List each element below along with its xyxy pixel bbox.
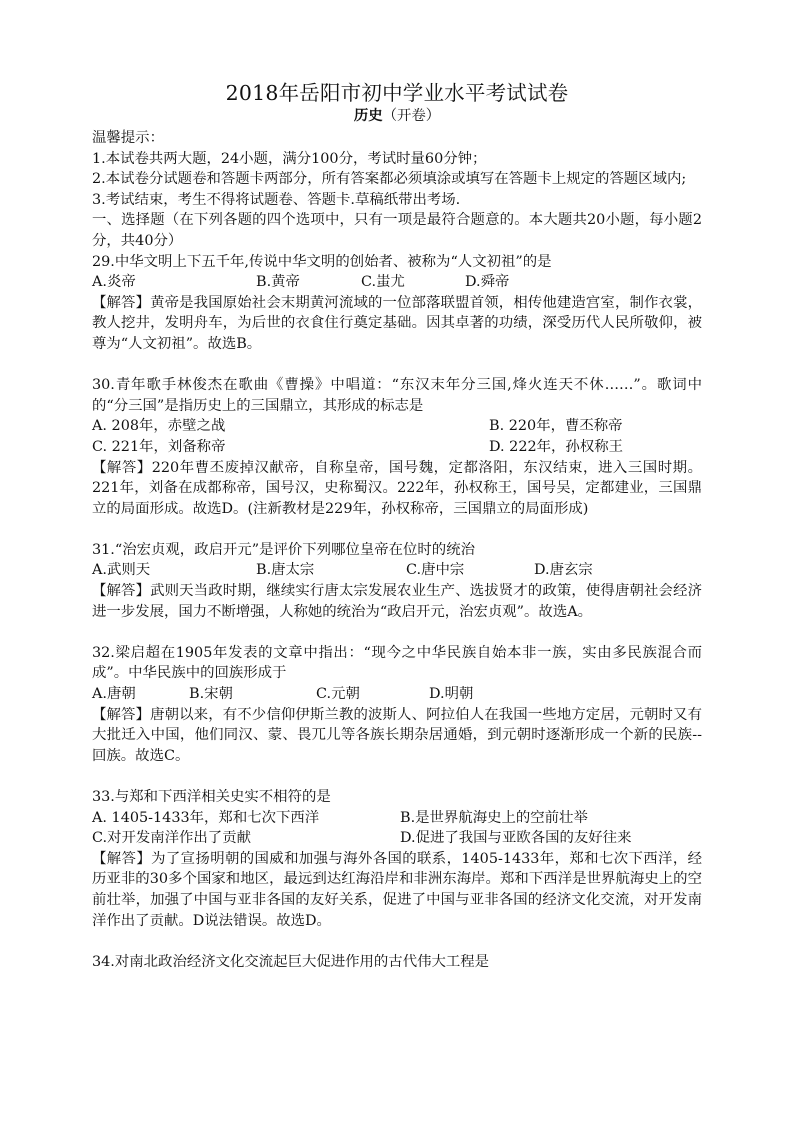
question-30-stem: 30.青年歌手林俊杰在歌曲《曹操》中唱道：“东汉末年分三国,烽火连天不休……”。歌词中的“分三国”是指历史上的三国鼎立，其形成的标志是: [92, 377, 702, 414]
q33-option-d: D.促进了我国与亚欧各国的友好往来: [400, 830, 632, 847]
subject-label: 历史: [353, 107, 383, 124]
q30-option-a: A. 208年，赤壁之战: [92, 418, 226, 435]
tip-1: 1.本试卷共两大题，24小题，满分100分，考试时量60分钟；: [92, 150, 487, 167]
q31-option-c: C.唐中宗: [406, 562, 465, 579]
question-33-answer: 【解答】为了宣扬明朝的国威和加强与海外各国的联系，1405-1433年，郑和七次下西洋，经历亚非的30多个国家和地区，最远到达红海沿岸和非洲东海岸。郑和下西洋是世界航海史上的空前壮举，加强了中国与亚非各国的友好关系，促进了中国与亚非各国的经济文化交流，对开发南洋作出了贡献。D说法错误。故选D。: [92, 850, 702, 929]
spacer: [92, 766, 702, 787]
question-34-stem: 34.对南北政治经济文化交流起巨大促进作用的古代伟大工程是: [92, 953, 490, 970]
question-31-answer: 【解答】武则天当政时期，继续实行唐太宗发展农业生产、选拔贤才的政策，使得唐朝社会经济进一步发展，国力不断增强，人称她的统治为“政启开元，治宏贞观”。故选A。: [92, 583, 702, 620]
q32-option-b: B.宋朝: [189, 686, 233, 703]
q32-option-d: D.明朝: [429, 686, 474, 703]
q29-option-d: D.舜帝: [465, 274, 510, 291]
tip-3: 3.考试结束，考生不得将试题卷、答题卡.草稿纸带出考场.: [92, 191, 461, 208]
question-32-answer: 【解答】唐朝以来，有不少信仰伊斯兰教的波斯人、阿拉伯人在我国一些地方定居，元朝时又有大批迁入中国，他们同汉、蒙、畏兀儿等各族长期杂居通婚，到元朝时逐渐形成一个新的民族--回族。故选C。: [92, 706, 702, 764]
spacer: [92, 931, 702, 952]
question-31-options: [92, 560, 702, 581]
question-30-options-row1: [92, 416, 702, 437]
q33-option-a: A. 1405-1433年，郑和七次下西洋: [92, 809, 320, 826]
q30-option-b: B. 220年，曹丕称帝: [489, 418, 623, 435]
page-title: 2018年岳阳市初中学业水平考试试卷: [225, 81, 569, 105]
q31-option-d: D.唐玄宗: [534, 562, 593, 579]
question-30-answer: 【解答】220年曹丕废掉汉献帝，自称皇帝，国号魏，定都洛阳，东汉结束，进入三国时期。221年，刘备在成都称帝，国号汉，史称蜀汉。222年，孙权称王，国号吴，定都建业，三国鼎立的局面形成。故选D。(注新教材是229年，孙权称帝，三国鼎立的局面形成): [92, 459, 702, 517]
exam-type-label: （开卷）: [382, 108, 441, 124]
q29-option-c: C.蚩尤: [361, 274, 405, 291]
question-31-stem: 31.“治宏贞观，政启开元”是评价下列哪位皇帝在位时的统治: [92, 541, 475, 558]
page-subtitle: [92, 106, 702, 126]
question-30-options-row2: [92, 437, 702, 458]
q30-option-c: C. 221年，刘备称帝: [92, 438, 226, 455]
q31-option-a: A.武则天: [92, 562, 151, 579]
q29-option-b: B.黄帝: [256, 274, 300, 291]
question-33-stem: 33.与郑和下西洋相关史实不相符的是: [92, 789, 331, 805]
tips-heading: 温馨提示：: [92, 130, 164, 146]
section-heading: 一、选择题（在下列各题的四个选项中，只有一项是最符合题意的。本大题共20小题，每小题2分，共40分）: [92, 212, 702, 249]
question-33-options-row2: [92, 828, 702, 849]
q32-option-a: A.唐朝: [92, 686, 136, 703]
question-32-stem: 32.梁启超在1905年发表的文章中指出：“现今之中华民族自始本非一族，实由多民族混合而成”。中华民族中的回族形成于: [92, 644, 702, 682]
tip-2: 2.本试卷分试题卷和答题卡两部分，所有答案都必须填涂或填写在答题卡上规定的答题区域内;: [92, 171, 687, 188]
q33-option-c: C.对开发南洋作出了贡献: [92, 830, 251, 847]
q32-option-c: C.元朝: [316, 686, 360, 703]
question-33-options-row1: [92, 808, 702, 829]
question-29-stem: 29.中华文明上下五千年,传说中华文明的创始者、被称为“人文初祖”的是: [92, 253, 552, 270]
q29-option-a: A.炎帝: [92, 274, 136, 291]
spacer: [92, 519, 702, 540]
spacer: [92, 622, 702, 643]
spacer: [92, 355, 702, 376]
q33-option-b: B.是世界航海史上的空前壮举: [400, 809, 588, 826]
question-29-options: [92, 272, 702, 293]
question-29-answer: 【解答】黄帝是我国原始社会末期黄河流域的一位部落联盟首领，相传他建造宫室，制作衣裳，教人挖井，发明舟车，为后世的衣食住行奠定基础。因其卓著的功绩，深受历代人民所敬仰，被尊为“人文初祖”。故选B。: [92, 294, 702, 352]
exam-content: [92, 80, 702, 972]
question-32-options: [92, 684, 702, 705]
q30-option-d: D. 222年，孙权称王: [489, 438, 623, 455]
q31-option-b: B.唐太宗: [256, 562, 315, 579]
